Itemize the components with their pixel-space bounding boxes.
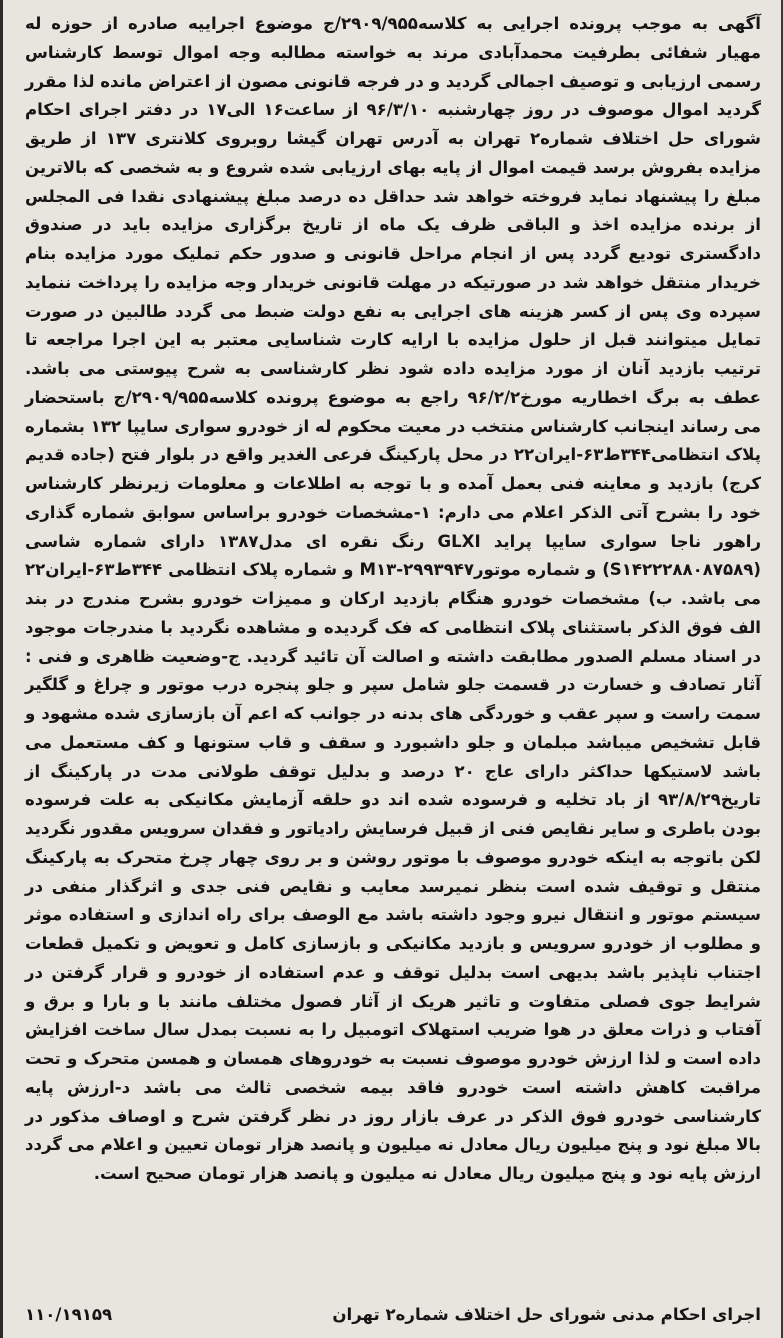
notice-issuer: اجرای احکام مدنی شورای حل اختلاف شماره۲ تهران <box>332 1305 761 1324</box>
notice-footer <box>25 1305 761 1324</box>
notice-reference-number: ۱۱۰/۱۹۱۵۹ <box>25 1305 113 1324</box>
notice-body-text: آگهی به موجب پرونده اجرایی به کلاسه۲۹۰۹/۹۵۵/ج موضوع اجراییه صادره از حوزه له مهیار شفائی بطرفیت محمدآبادی مرند به خواسته مطالبه وجه اموال توسط کارشناس رسمی ارزیابی و توصیف اجمالی گردید و در فرجه قانونی مصون از اعتراض مانده لذا مقرر گردید اموال موصوف در روز چهارشنبه ۹۶/۳/۱۰ از ساعت۱۶ الی۱۷ در دفتر اجرای احکام شورای حل اختلاف شماره۲ تهران به آدرس تهران گیشا روبروی کلانتری ۱۳۷ از طریق مزایده بفروش برسد قیمت اموال از پایه بهای ارزیابی شده شروع و به شخصی که بالاترین مبلغ را پیشنهاد نماید فروخته خواهد شد حداقل ده درصد مبلغ پیشنهادی نقدا فی المجلس از برنده مزایده اخذ و الباقی ظرف یک ماه از تاریخ برگزاری مزایده باید در صندوق دادگستری تودیع گردد پس از انجام مراحل قانونی و صدور حکم تملیک مورد مزایده بنام خریدار منتقل خواهد شد در صورتیکه در مهلت قانونی خریدار وجه مزایده را پرداخت ننماید سپرده وی پس از کسر هزینه های اجرایی به نفع دولت ضبط می گردد طالبین در صورت تمایل میتوانند قبل از حلول مزایده با ارایه کارت شناسایی معتبر به این اجرا مراجعه تا ترتیب بازدید آنان از مورد مزایده داده شود نظر کارشناسی به شرح پیوستی می باشد. عطف به برگ اخطاریه مورخ۹۶/۲/۲ راجع به موضوع پرونده کلاسه۲۹۰۹/۹۵۵/ج باستحضار می رساند اینجانب کارشناس منتخب در معیت محکوم له از خودرو سواری سایپا ۱۳۲ بشماره پلاک انتظامی۳۴۴ط۶۳-ایران۲۲ در محل پارکینگ فرعی الغدیر واقع در بلوار فتح (جاده قدیم کرج) بازدید و معاینه فنی بعمل آمده و با توجه به اطلاعات و معلومات زیرنظر کارشناس خود را بشرح آتی الذکر اعلام می دارم: ۱-مشخصات خودرو براساس سوابق شماره گذاری راهور ناجا سواری سایپا پراید GLXI رنگ نقره ای مدل۱۳۸۷ دارای شماره شاسی (S۱۴۲۲۲۸۸۰۸۷۵۸۹) و شماره موتورM۱۳-۲۹۹۳۹۴۷ و شماره پلاک انتظامی ۳۴۴ط۶۳-ایران۲۲ می باشد. ب) مشخصات خودرو هنگام بازدید ارکان و ممیزات خودرو بشرح مندرج در بند الف فوق الذکر باستثنای پلاک انتظامی که فک گردیده و مشاهده نگردید با مندرجات موجود در اسناد مسلم الصدور مطابقت داشته و اصالت آن تائید گردید. ج-وضعیت ظاهری و فنی : آثار تصادف و خسارت در قسمت جلو شامل سپر و جلو پنجره درب موتور و چراغ و گلگیر سمت راست و سپر عقب و خوردگی های بدنه در جوانب که اعم آن بازسازی شده مشهود و قابل تشخیص میباشد مبلمان و جلو داشبورد و سقف و قاب ستونها و کف مستعمل می باشد لاستیکها حداکثر دارای عاج ۲۰ درصد و بدلیل توقف طولانی مدت در پارکینگ از تاریخ۹۳/۸/۲۹ از باد تخلیه و فرسوده شده اند دو حلقه آزمایش مکانیکی به علت فرسوده بودن باطری و سایر نقایص فنی از قبیل فرسایش رادیاتور و فقدان سرویس مقدور نگردید لکن باتوجه به اینکه خودرو موصوف با موتور روشن و بر روی چهار چرخ متحرک به پارکینگ منتقل و توقیف شده است بنظر نمیرسد معایب و نقایص فنی جدی و اثرگذار منفی در سیستم موتور و انتقال نیرو وجود داشته باشد مع الوصف برای راه اندازی و استفاده موثر و مطلوب از خودرو سرویس و بازدید مکانیکی و بازسازی کامل و تعویض و تکمیل قطعات اجتناب ناپذیر باشد بدیهی است بدلیل توقف و عدم استفاده از خودرو و قرار گرفتن در شرایط جوی فصلی متفاوت و تاثیر هریک از آثار فصول مختلف مانند با و بارا و برق و آفتاب و ذرات معلق در هوا ضریب استهلاک اتومبیل را به نسبت بمدل سال ساخت افزایش داده است و لذا ارزش خودرو موصوف نسبت به خودروهای همسان و همسن متحرک و تحت مراقبت کاهش داشته است خودرو فاقد بیمه شخصی ثالث می باشد د-ارزش پایه کارشناسی خودرو فوق الذکر در عرف بازار روز در نظر گرفتن شرح و اوصاف مذکور در بالا مبلغ نود و پنج میلیون ریال معادل نه میلیون و پانصد هزار تومان تعیین و اعلام می گردد ارزش پایه نود و پنج میلیون ریال معادل نه میلیون و پانصد هزار تومان صحیح است. <box>25 14 762 1183</box>
